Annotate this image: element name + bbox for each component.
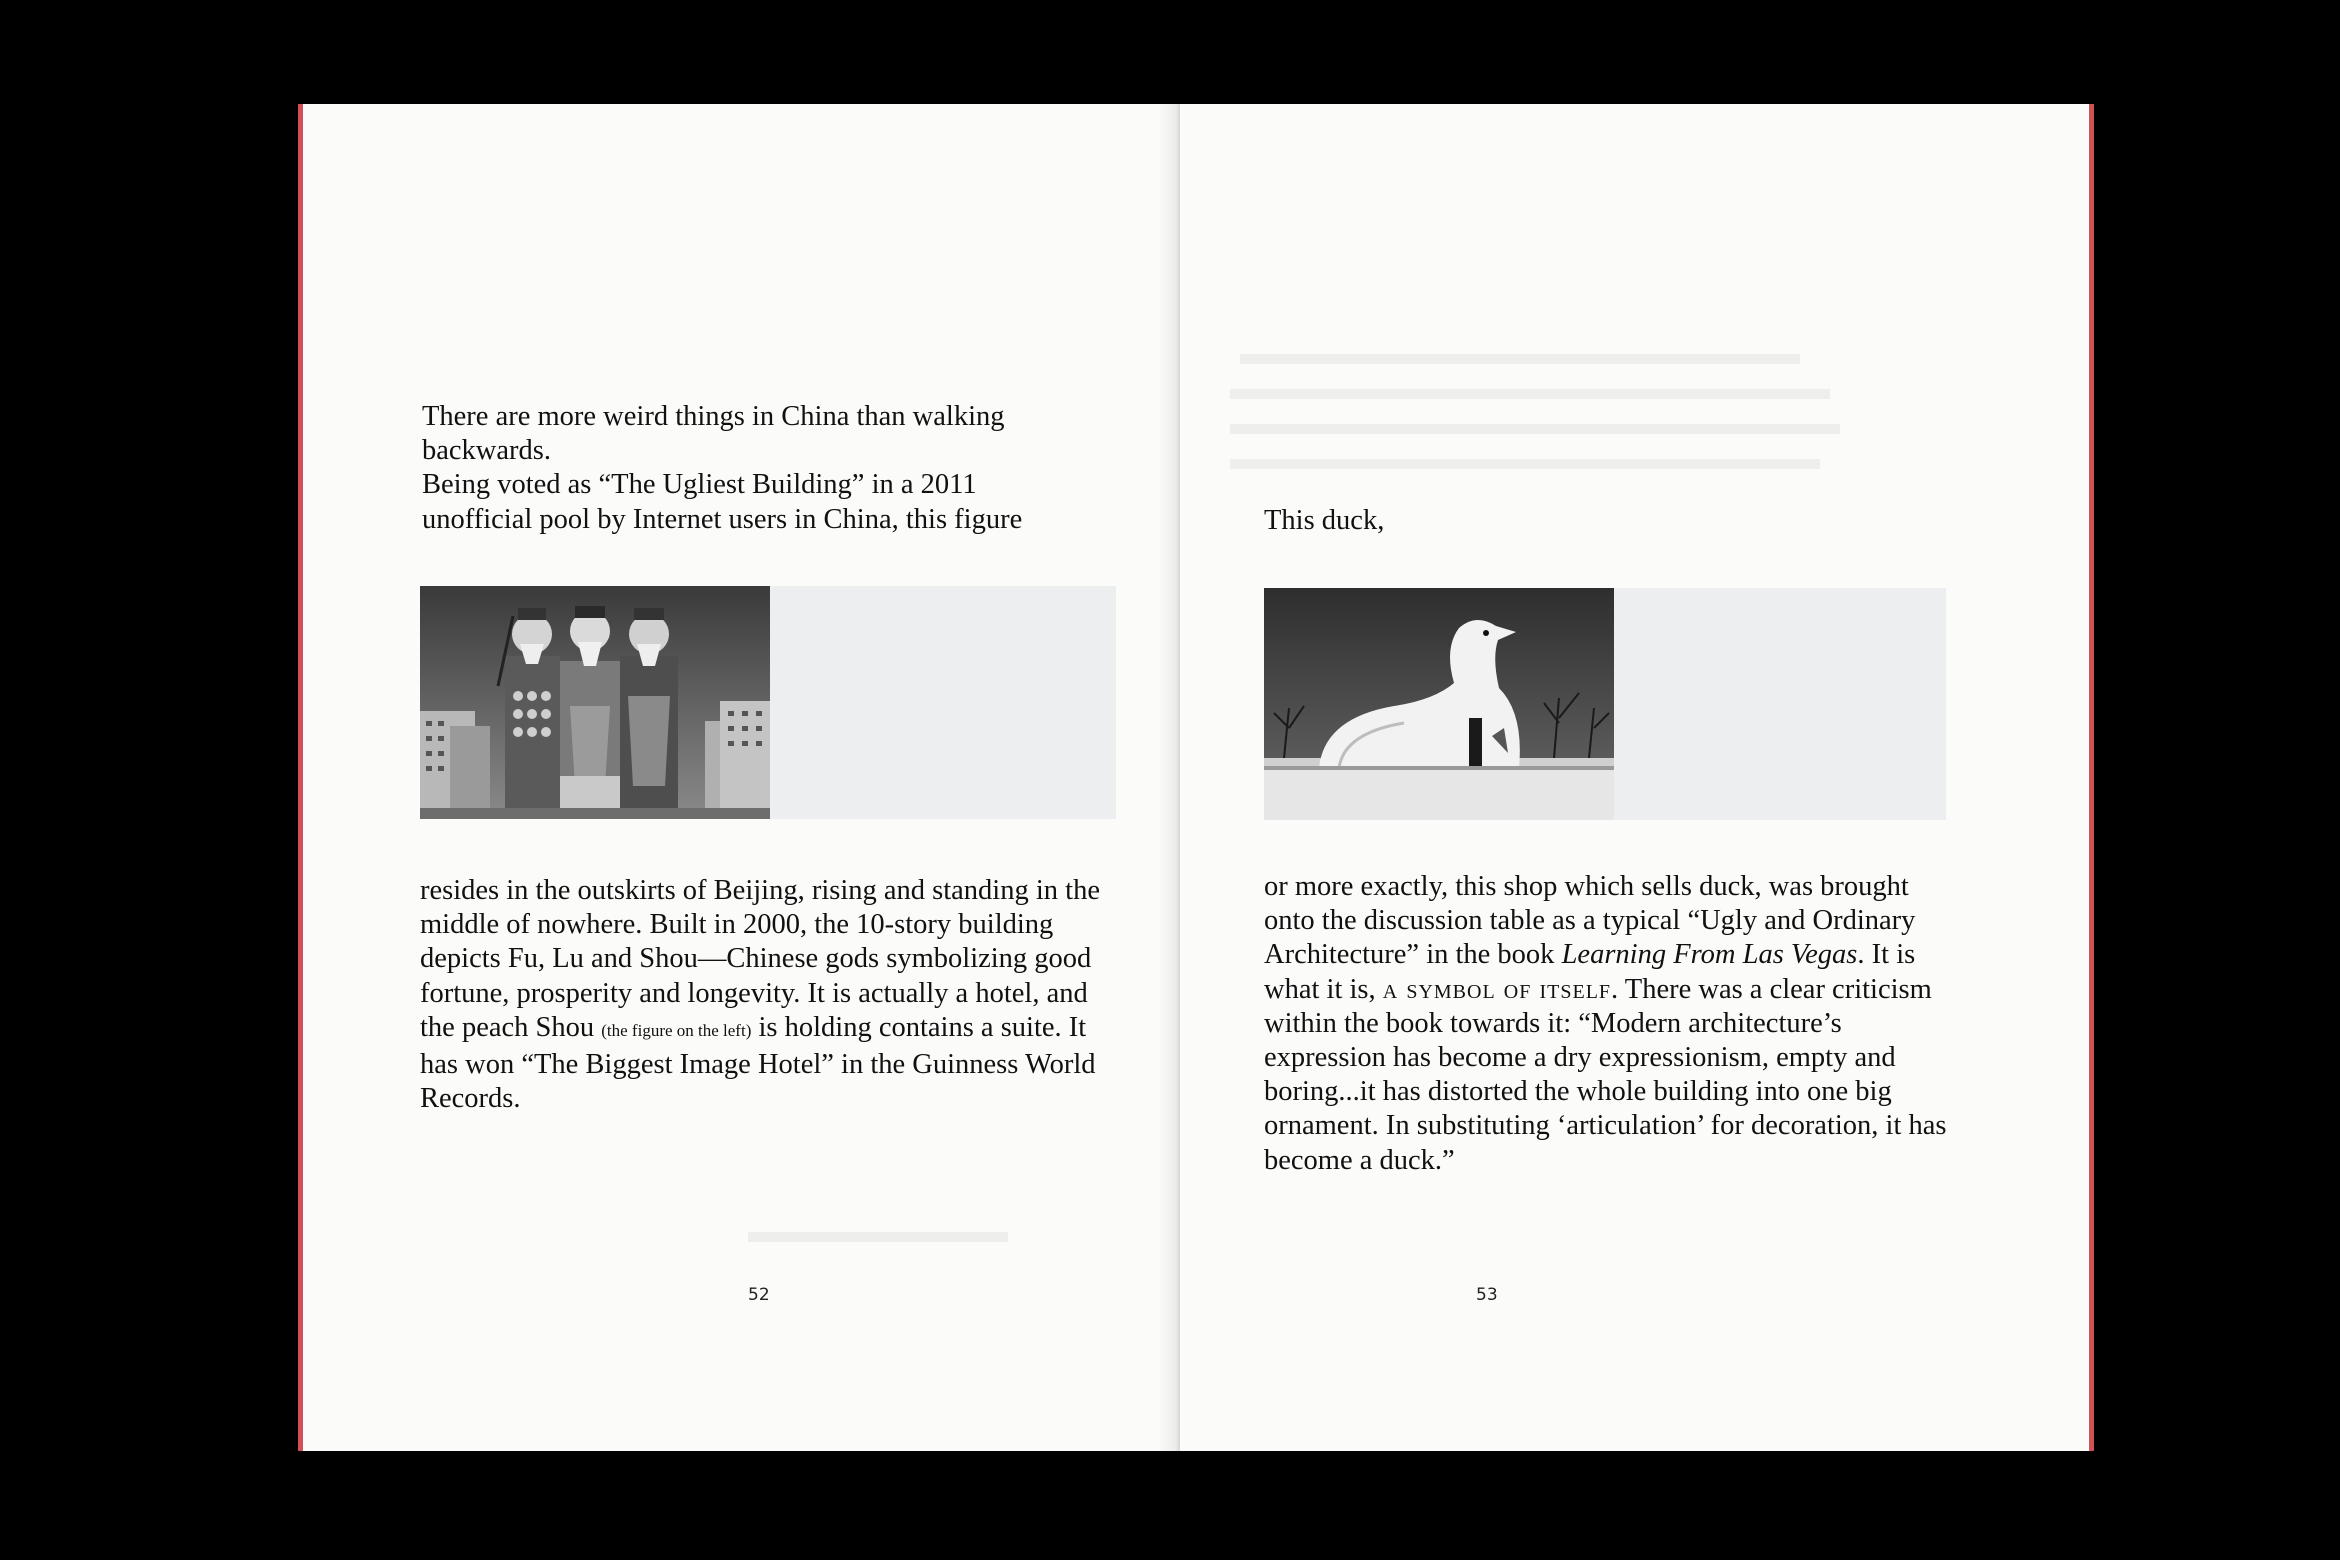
right-intro-paragraph <box>1264 504 1864 538</box>
page-edge-left <box>298 104 303 1451</box>
left-image-ghost-area <box>766 586 1116 819</box>
bleedthrough-line <box>1230 389 1830 399</box>
fu-lu-shou-hotel-photo <box>420 586 770 819</box>
left-body-1: resides in the outskirts of Beijing, rising and standing in the middle of nowhere. Built in <box>420 875 1100 941</box>
book-spread <box>298 104 2094 1451</box>
right-intro-text: This duck, <box>1264 505 1385 536</box>
left-built-year: 2000 <box>742 909 800 941</box>
big-duck-image <box>1264 588 1614 820</box>
right-body-3: . There was a clear criticism within the book towards it: “Modern architecture’s expression has become a dry expressionism, empty and boring...it has distorted the whole building into one big ornament. In substituting ‘articulation’ for decoration, it has become a duck.” <box>1264 973 1947 1176</box>
right-body-1: or more exactly, this shop which sells duck, was brought onto the discussion table as a typical “Ugly and Ordinary Architecture” in the book <box>1264 871 1916 971</box>
page-edge-right <box>2089 104 2094 1451</box>
left-intro-text: There are more weird things in China than walking backwards. <box>422 401 1005 467</box>
left-sentence-start: Being voted as “The Ugliest Building” in a <box>422 469 921 501</box>
left-page-number: 52 <box>748 1285 770 1305</box>
left-body-paragraph <box>420 874 1100 1116</box>
left-page <box>298 104 1180 1451</box>
bleedthrough-line <box>748 1232 1008 1242</box>
fu-lu-shou-hotel-image <box>420 586 770 819</box>
left-body-3: -story building depicts Fu, Lu and Shou—Chinese gods symbolizing good fortune, prosperity and longevity. It is actually a hotel, and the peach Shou <box>420 909 1092 1043</box>
left-sentence-end: unofficial pool by Internet users in China, this figure <box>422 503 1023 535</box>
bleedthrough-line <box>1230 459 1820 469</box>
big-duck-photo <box>1264 588 1614 820</box>
right-body-2: . It is what it is, <box>1264 939 1916 1005</box>
right-body-paragraph <box>1264 870 1964 1178</box>
left-aside: (the figure on the left) <box>601 1020 752 1040</box>
right-image-ghost-area <box>1592 588 1946 820</box>
right-page <box>1180 104 2094 1451</box>
left-intro-paragraph <box>422 400 1062 537</box>
left-body-4: is holding contains a suite. It has won “The Biggest Image Hotel” in the Guinness World Records. <box>420 1011 1096 1115</box>
left-body-2: , the <box>799 909 857 941</box>
symbol-phrase: a symbol of itself <box>1382 973 1612 1005</box>
left-year: 2011 <box>920 469 977 501</box>
book-title: Learning From Las Vegas <box>1561 939 1858 971</box>
left-stories: 10 <box>856 909 885 941</box>
bleedthrough-line <box>1240 354 1800 364</box>
right-page-number: 53 <box>1476 1285 1498 1305</box>
bleedthrough-line <box>1230 424 1840 434</box>
